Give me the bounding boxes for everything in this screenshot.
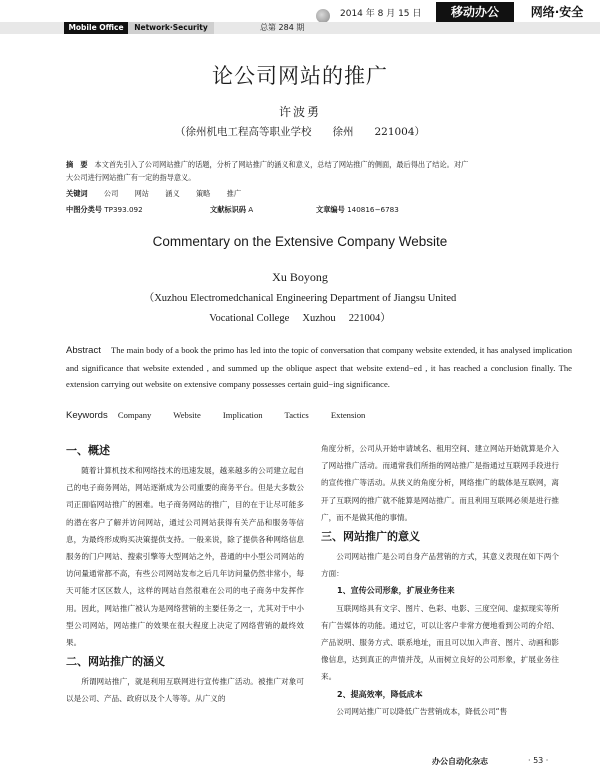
- author-cn: 许波勇: [278, 105, 321, 119]
- affiliation-en-line-1: （Xuzhou Electromedchanical Engineering Department of Jiangsu United: [143, 293, 457, 304]
- article-number: [316, 203, 476, 216]
- keyword-en: Extension: [330, 410, 366, 420]
- keyword-cn: 涵义: [165, 189, 180, 198]
- keywords-en: [66, 410, 385, 421]
- article-title-cn: 论公司网站的推广: [212, 64, 388, 88]
- header-brand-cn-2: 网络·安全: [514, 2, 600, 22]
- subsection-2-heading: 2、提高效率，降低成本: [337, 689, 423, 699]
- footer-page-number: · 53 ·: [528, 756, 549, 765]
- affiliation-en-line-2: Vocational College Xuzhou 221004）: [209, 313, 391, 324]
- abstract-cn-text-1: 本文首先引入了公司网站推广的话题，分析了网站推广的涵义和意义，总结了网站推广的侧面，最后得出了结论。对广: [94, 160, 469, 169]
- keyword-en: Implication: [222, 410, 263, 420]
- header-issue-number: 总第 284 期: [260, 23, 305, 32]
- abstract-cn-line-2: [66, 171, 566, 184]
- section-2-heading: 二、网站推广的涵义: [66, 655, 165, 669]
- section-2-paragraph-continued: 角度分析，公司从开始申请域名、租用空间、建立网站开始就算是介入了网站推广活动。而通常我们所指的网站推广是指通过互联网手段进行的宣传推广等活动。从狭义的角度分析，网络推广的载体是互联网，离开了互联网的推广就不能算是网站推广。而且利用互联网必须是进行推广，而不是做其他的事情。: [321, 444, 559, 522]
- clc-value: TP393.092: [104, 205, 143, 214]
- body-left-column: [66, 440, 304, 708]
- keyword-cn: 推广: [226, 189, 242, 198]
- subsection-1-heading: 1、宣传公司形象，扩展业务往来: [337, 586, 455, 596]
- header-circle-ornament: [316, 9, 330, 23]
- abstract-en-label: Abstract: [66, 345, 101, 356]
- keywords-cn-label: 关键词: [66, 189, 88, 198]
- doc-code-label: 文献标识码: [210, 205, 246, 214]
- section-3-intro: 公司网站推广是公司自身产品营销的方式，其意义表现在如下两个方面：: [321, 552, 559, 579]
- header-section-network-security: Network·Security: [128, 22, 214, 34]
- keyword-en: Company: [117, 410, 152, 420]
- header-brand-cn: 移动办公: [436, 2, 514, 22]
- keyword-cn: 网站: [134, 189, 149, 198]
- article-number-label: 文章编号: [316, 205, 345, 214]
- keyword-en: Website: [173, 410, 201, 420]
- abstract-en-text: The main body of a book the primo has led into the topic of conversation that company website extended, it has analysed implication and significance that website extended , and summed up the oblique aspect that website extend−ed , it has reached a conclusion finally. The extension carrying out website on extensive company possesses certain guid−ing significance.: [66, 345, 572, 390]
- keywords-en-label: Keywords: [66, 410, 108, 421]
- section-2-paragraph: 所谓网站推广，就是利用互联网进行宣传推广活动。被推广对象可以是公司、产品、政府以及个人等等。从广义的: [66, 677, 304, 704]
- abstract-cn-label: 摘 要: [66, 160, 88, 169]
- keyword-en: Tactics: [284, 410, 309, 420]
- subsection-2-paragraph: 公司网站推广可以降低广告营销成本，降低公司“售: [336, 706, 508, 716]
- section-1-paragraph: 随着计算机技术和网络技术的迅速发展，越来越多的公司建立起自己的电子商务网站，网站逐渐成为公司重要的商务平台。但是大多数公司正面临网站推广的困难。电子商务网站的推广，目的在于让尽可能多的潜在客户了解并访问网站，通过公司网站获得有关产品和服务等信息，为最终形成购买决策提供支持。一般来说，除了提供各种网络信息服务的门户网站、搜索引擎等大型网站之外，普通的中小型公司网站的访问量通常都不高，有些公司网站发布之后几年访问量仍然非常小，每天可能才区区数人，这样的网站自然很难在公司的电子商务中发挥作用。因此，网站推广被认为是网络营销的主要任务之一，尤其对于中小型公司网站，网站推广的效果在很大程度上决定了网络营销的最终效果。: [66, 466, 304, 648]
- subsection-1-paragraph: 互联网络具有文字、图片、色彩、电影、三度空间、虚拟现实等所有广告媒体的功能。通过它，可以让客户非常方便地看到公司的介绍、产品说明、服务方式、联系地址，而且可以加入声音、图片、动画和影像信息，达到真正的声情并茂，从而树立良好的公司形象，扩展业务往来。: [321, 603, 559, 682]
- doc-code-value: A: [248, 205, 254, 214]
- affiliation-cn: （徐州机电工程高等职业学校 徐州 221004）: [174, 126, 426, 138]
- header-section-mobile-office: Mobile Office: [64, 22, 128, 34]
- abstract-cn-text-2: 大公司进行网站推广有一定的指导意义。: [66, 173, 196, 182]
- header-date: 2014 年 8 月 15 日: [340, 9, 422, 19]
- footer-journal-logo: 办公自动化杂志: [432, 757, 488, 766]
- abstract-en: [66, 342, 572, 393]
- clc-label: 中图分类号: [66, 205, 102, 214]
- keywords-cn: [66, 187, 566, 200]
- section-1-heading: 一、概述: [66, 444, 110, 457]
- body-right-column: [321, 440, 559, 720]
- article-title-en: Commentary on the Extensive Company Website: [152, 234, 448, 249]
- article-number-value: 140816−6783: [347, 205, 399, 214]
- section-3-heading: 三、网站推广的意义: [321, 530, 420, 544]
- keyword-cn: 策略: [195, 189, 211, 198]
- abstract-cn-line-1: [66, 158, 566, 171]
- keyword-cn: 公司: [103, 189, 119, 198]
- author-en: Xu Boyong: [272, 270, 328, 284]
- doc-code: [210, 203, 330, 216]
